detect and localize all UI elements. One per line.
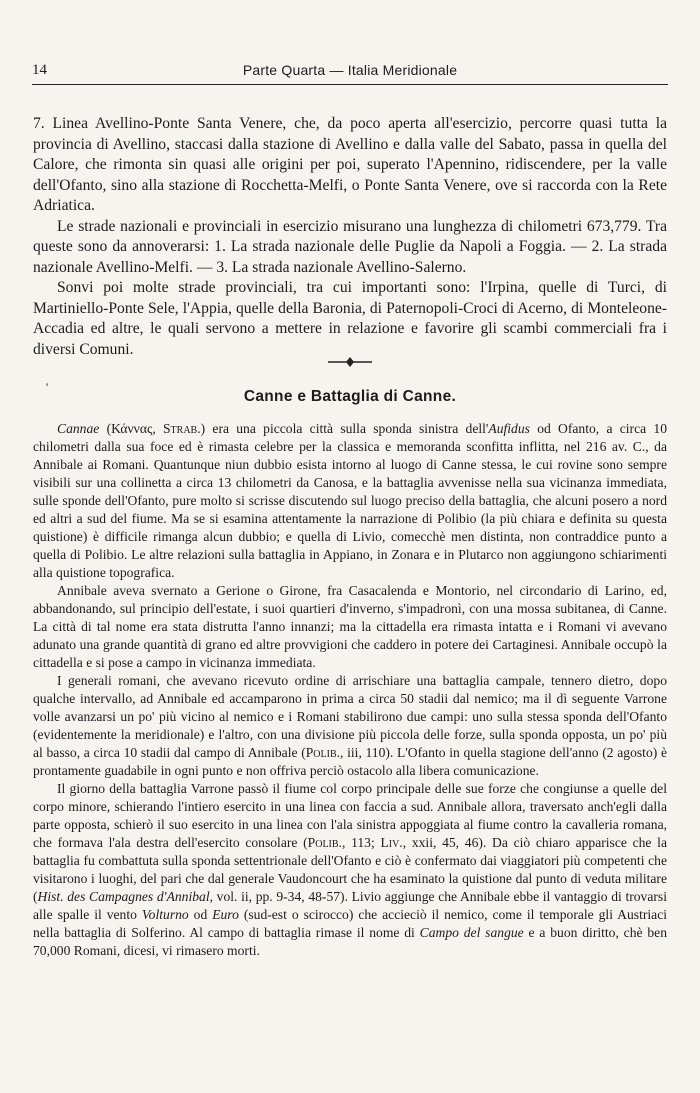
citation-polybius: Polib. — [307, 835, 342, 850]
citation-vaudoncourt: Hist. des Campagnes d'Annibal — [37, 889, 210, 904]
term-campo-del-sangue: Campo del sangue — [419, 925, 524, 940]
paragraph-roman-generals: I generali romani, che avevano ricevuto ordine di arrischiare una battaglia campale, tennero dietro, dopo qualche intervallo, ad Annibale ed accamparono in prima a circa 50 stadii dal nemico; ma il dì seguente Varrone volle avanzarsi un po' più vicino al nemico e i Romani stabilirono due campi: uno sulla stessa sponda dell'Ofanto (evidentemente la meridionale) e l'altro, con una divisione più piccola delle forze, sulla sponda opposta, un po' più al basso, a circa 10 stadii dal campo di Annibale (Polib., iii, 110). L'Ofanto in quella stagione dell'anno (2 agosto) è prontamente guadabile in ogni punto e non offriva perciò ostacolo alla libera comunicazione. — [33, 673, 667, 778]
term-cannae: Cannae — [57, 421, 100, 436]
citation-livy: Liv. — [380, 835, 403, 850]
paragraph-railway-line-7: 7. Linea Avellino-Ponte Santa Venere, che, da poco aperta all'esercizio, percorre quasi tutta la provincia di Avellino, staccasi dalla stazione di Avellino e dalla valle del Sabato, passa in quella del Calore, che rimonta sin quasi alle origini per poi, superato l'Apennino, ridiscendere, per la valle dell'Ofanto, sino alla stazione di Rocchetta-Melfi, o Ponte Santa Venere, ove si raccorda con la Rete Adriatica. — [33, 115, 667, 214]
citation-strabo: Strab. — [162, 421, 201, 436]
cannae-section — [33, 420, 667, 960]
section-divider-ornament — [326, 356, 374, 368]
running-head: Parte Quarta — Italia Meridionale — [242, 62, 458, 78]
paragraph-hannibal-winter: Annibale aveva svernato a Gerione o Girone, fra Casacalenda e Montorio, nel circondario di Larino, ed, abbandonando, sul principio dell'estate, i suoi quartieri d'inverno, s'impadronì, con una mossa subitanea, di Canne. La città di tal nome era stata distrutta l'anno innanzi; ma la cittadella era rimasta intatta e i Romani vi avevano adunato una grande quantità di grano ed altre provvigioni che caddero in potere dei Cartaginesi. Annibale occupò la cittadella e si pose a campo in vicinanza immediata. — [33, 583, 667, 670]
paragraph-battle-day: Il giorno della battaglia Varrone passò il fiume col corpo principale delle sue forze che congiunse a quelle del corpo minore, schierando l'intiero esercito in una linea con faccia a sud. Annibale allora, traversato anch'egli dalla parte opposta, schierò il suo esercito in una linea con l'ala sinistra appoggiata al fiume contro la cavalleria romana, che formava l'ala destra dell'esercito consolare (Polib., 113; Liv., xxii, 45, 46). Da ciò chiaro apparisce che la battaglia fu combattuta sulla sponda settentrionale dell'Ofanto e ciò è confermato dai viaggiatori più competenti che visitarono i luoghi, del pari che dal generale Vaudoncourt che ha esaminato la quistione dal punto di veduta militare (Hist. des Campagnes d'Annibal, vol. ii, pp. 9-34, 48-57). Livio aggiunge che Annibale ebbe il vantaggio di trovarsi alle spalle il vento Volturno od Euro (sud-est o scirocco) che accieciò il nemico, come il temporale gli Austriaci nella battaglia di Solferino. Al campo di battaglia rimase il nome di Campo del sangue e a buon diritto, chè ben 70,000 Romani, dicesi, vi rimasero morti. — [33, 781, 668, 958]
term-euro: Euro — [212, 907, 239, 922]
term-volturno: Volturno — [141, 907, 189, 922]
railways-section — [33, 114, 667, 360]
page-number: 14 — [32, 62, 47, 78]
term-aufidus: Aufidus — [488, 421, 530, 436]
stray-mark: ' — [46, 380, 49, 394]
page-header — [32, 62, 668, 85]
paragraph-cannae-intro: Cannae (Κάννας, Strab.) era una piccola città sulla sponda sinistra dell'Aufidus od Ofanto, a circa 10 chilometri dalla sua foce ed è rimasta celebre per la classica e memoranda sconfitta inflitta, nel 216 av. C., da Annibale ai Romani. Quantunque niun dubbio esista intorno al luogo di Canne stessa, le cui rovine sono sempre visibili sur una collinetta a circa 13 chilometri da Canosa, e la battaglia avvenisse nella sua vicinanza immediata, sulle sponde dell'Ofanto, pure molto si scrisse discutendo sul luogo preciso della battaglia, che alcuni posero a nord ed altri a sud del fiume. Ma se si esamina attentamente la narrazione di Polibio (la più chiara e definita su questa quistione) è difficile rimanga alcun dubbio; e quella di Livio, comecchè men distinta, non contraddice punto a quella di Polibio. Le altre relazioni sulla battaglia in Appiano, in Zonara e in Plutarco non aggiungono schiarimenti alla quistione topografica. — [33, 421, 668, 580]
citation-polybius: Polib. — [305, 745, 341, 760]
paragraph-provincial-roads: Sonvi poi molte strade provinciali, tra cui importanti sono: l'Irpina, quelle di Turci, di Martiniello-Ponte Sele, l'Appia, quelle della Baronia, di Paternopoli-Croci di Acerno, di Monteleone-Accadia ed altre, le quali servono a mettere in relazione e favorire gli scambi commerciali fra i diversi Comuni. — [33, 279, 667, 358]
section-title: Canne e Battaglia di Canne. — [243, 388, 457, 405]
paragraph-national-roads: Le strade nazionali e provinciali in esercizio misurano una lunghezza di chilometri 673,779. Tra queste sono da annoverarsi: 1. La strada nazionale delle Puglie da Napoli a Foggia. — 2. La strada nazionale Avellino-Melfi. — 3. La strada nazionale Avellino-Salerno. — [33, 217, 667, 276]
